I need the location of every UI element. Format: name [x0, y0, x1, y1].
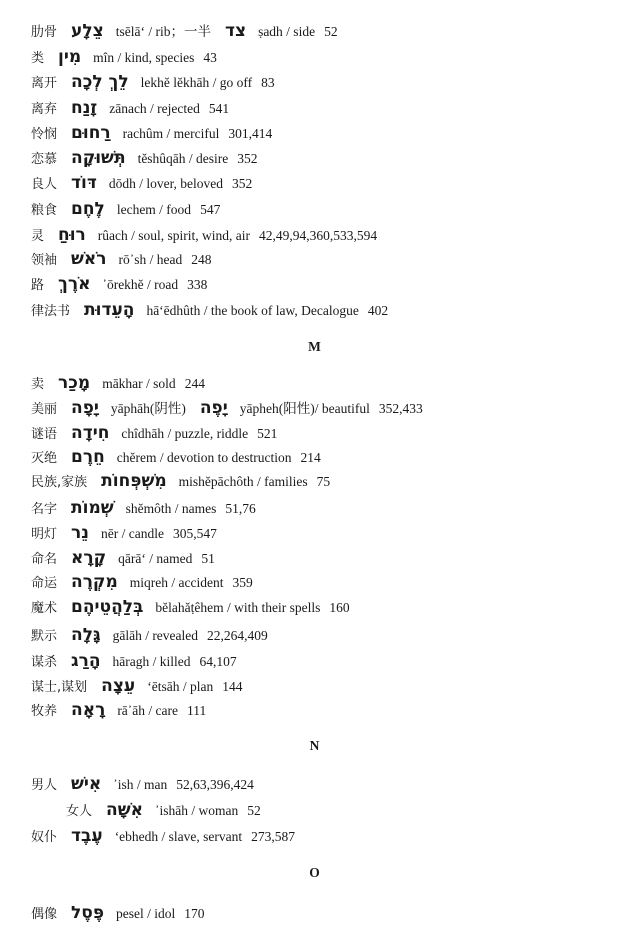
- chinese-term: 谋杀: [31, 655, 58, 670]
- hebrew-word: מִין: [58, 47, 82, 67]
- hebrew-word: זָנַח: [71, 98, 98, 118]
- transliteration-gloss: pesel / idol: [116, 906, 176, 921]
- chinese-term: 牧养: [31, 704, 58, 719]
- page-references: 402: [367, 303, 389, 318]
- chinese-term: 男人: [31, 778, 58, 793]
- transliteration-gloss-alt: yāpheh(阳性)/ beautiful: [239, 401, 370, 416]
- hebrew-word: לֵךְ לְכָה: [71, 72, 129, 92]
- transliteration-gloss: yāphāh(阴性): [110, 401, 186, 416]
- hebrew-word: הָעֵדוּת: [84, 300, 135, 320]
- transliteration-gloss: tsēlā‘ / rib；一半: [115, 24, 211, 39]
- page-references: 75: [316, 474, 331, 489]
- chinese-term: 良人: [31, 177, 58, 192]
- chinese-term: 谋士,谋划: [31, 680, 88, 695]
- transliteration-gloss: lekhĕ lĕkhāh / go off: [140, 75, 253, 90]
- page-references: 547: [200, 202, 221, 217]
- glossary-entry: [31, 499, 621, 517]
- transliteration-gloss: hāragh / killed: [112, 654, 191, 669]
- hebrew-word: בְּלַהֲטֵיהֶם: [71, 597, 144, 617]
- hebrew-word: מָכַר: [58, 373, 91, 393]
- hebrew-word-alt: צד: [224, 21, 247, 41]
- chinese-term: 离弃: [31, 102, 58, 117]
- hebrew-word: צֵלָע: [71, 21, 104, 41]
- transliteration-gloss: mishĕpāchôth / families: [178, 474, 308, 489]
- glossary-entry: [31, 250, 621, 268]
- transliteration-gloss: ‘ebhedh / slave, servant: [114, 829, 243, 844]
- page-references: 43: [203, 50, 217, 65]
- glossary-entry: [31, 374, 621, 392]
- chinese-term: 默示: [31, 629, 58, 644]
- hebrew-word: לֶחֶם: [71, 199, 105, 219]
- page-references: 338: [187, 277, 208, 292]
- transliteration-gloss: miqreh / accident: [129, 575, 224, 590]
- hebrew-word: קָרָא: [71, 548, 107, 568]
- chinese-term: 命名: [31, 552, 58, 567]
- glossary-entry: [31, 399, 621, 417]
- page-references: 352: [232, 176, 253, 191]
- glossary-entry: [31, 701, 621, 719]
- hebrew-word: עֶבֶד: [71, 826, 103, 846]
- glossary-entry: [31, 301, 621, 319]
- glossary-entry: [31, 775, 621, 793]
- hebrew-word: חֵרֶם: [71, 447, 105, 467]
- chinese-term: 恋慕: [31, 152, 58, 167]
- glossary-entry: [66, 801, 621, 819]
- glossary-entry: [31, 174, 621, 192]
- transliteration-gloss: mîn / kind, species: [93, 50, 195, 65]
- transliteration-gloss: zānach / rejected: [109, 101, 200, 116]
- hebrew-word: תְּשׁוּקָה: [71, 148, 126, 168]
- hebrew-word: מִקְרֶה: [71, 572, 118, 592]
- hebrew-word: שְׁמוֹת: [71, 498, 114, 518]
- hebrew-word: דּוֹד: [71, 173, 97, 193]
- hebrew-word: הָרַג: [71, 651, 101, 671]
- page-references: 521: [257, 426, 278, 441]
- page-references: 352,433: [378, 401, 423, 416]
- chinese-term: 美丽: [31, 402, 58, 417]
- glossary-entry: [31, 149, 621, 167]
- page-references: 144: [222, 679, 243, 694]
- glossary-entry: [31, 48, 621, 66]
- transliteration-gloss: ᾿ish / man: [113, 777, 168, 792]
- chinese-term: 女人: [66, 804, 93, 819]
- transliteration-gloss: chîdhāh / puzzle, riddle: [121, 426, 249, 441]
- glossary-entry: [31, 73, 621, 91]
- hebrew-word: יָפָה: [71, 398, 99, 418]
- glossary-entry: [31, 124, 621, 142]
- transliteration-gloss: shĕmôth / names: [125, 501, 217, 516]
- hebrew-word: רָאָה: [71, 700, 106, 720]
- glossary-entry: [31, 200, 621, 218]
- hebrew-word: אִשָּׁה: [106, 800, 143, 820]
- section-letter-heading: M: [308, 339, 321, 354]
- glossary-entry: [31, 448, 621, 466]
- glossary-entry: [31, 22, 621, 40]
- chinese-term: 灵: [31, 229, 45, 244]
- transliteration-gloss: gālāh / revealed: [112, 628, 199, 643]
- page-references: 301,414: [228, 126, 273, 141]
- glossary-entry: [31, 226, 621, 244]
- glossary-entry: [31, 573, 621, 591]
- page-references: 64,107: [199, 654, 237, 669]
- glossary-entry: [31, 904, 621, 922]
- hebrew-word: רַחוּם: [71, 123, 111, 143]
- glossary-entry: [31, 424, 621, 442]
- page-references: 541: [208, 101, 230, 116]
- page-references: 273,587: [251, 829, 296, 844]
- transliteration-gloss: chĕrem / devotion to destruction: [116, 450, 292, 465]
- page-references: 52: [324, 24, 338, 39]
- transliteration-gloss: ᾿ishāh / woman: [154, 803, 239, 818]
- hebrew-word: אֹרֶךְ: [58, 274, 91, 294]
- hebrew-word: נֵר: [71, 523, 89, 543]
- chinese-term: 粮食: [31, 203, 58, 218]
- hebrew-word: מִשְׁפְּחוֹת: [101, 471, 167, 491]
- chinese-term: 肋骨: [31, 25, 58, 40]
- transliteration-gloss: hā‘ēdhûth / the book of law, Decalogue: [146, 303, 359, 318]
- glossary-entry: [31, 275, 621, 293]
- page-references: 83: [261, 75, 275, 90]
- chinese-term: 偶像: [31, 907, 58, 922]
- page-references: 170: [184, 906, 205, 921]
- hebrew-word: גָּלָה: [71, 625, 101, 645]
- chinese-term: 明灯: [31, 527, 58, 542]
- transliteration-gloss: rûach / soul, spirit, wind, air: [97, 228, 250, 243]
- transliteration-gloss: tĕshûqāh / desire: [137, 151, 229, 166]
- page-references: 42,49,94,360,533,594: [259, 228, 378, 243]
- page-references: 51,76: [225, 501, 256, 516]
- hebrew-word: רוּחַ: [58, 225, 86, 245]
- chinese-term: 卖: [31, 377, 45, 392]
- glossary-entry: [31, 472, 621, 490]
- chinese-term: 律法书: [31, 304, 71, 319]
- chinese-term: 魔术: [31, 601, 58, 616]
- page-references: 160: [329, 600, 350, 615]
- chinese-term: 离开: [31, 76, 58, 91]
- page-references: 22,264,409: [207, 628, 268, 643]
- chinese-term: 怜悯: [31, 127, 58, 142]
- hebrew-word-alt: יָפֶה: [199, 398, 228, 418]
- chinese-term: 类: [31, 51, 45, 66]
- transliteration-gloss: lechem / food: [116, 202, 192, 217]
- transliteration-gloss: dōdh / lover, beloved: [108, 176, 224, 191]
- hebrew-word: אִישׁ: [71, 774, 102, 794]
- hebrew-word: פֶּסֶל: [71, 903, 105, 923]
- section-letter-heading: O: [309, 865, 320, 880]
- page-references: 359: [232, 575, 253, 590]
- transliteration-gloss: ᾿ōrekhĕ / road: [102, 277, 179, 292]
- transliteration-gloss: mākhar / sold: [102, 376, 176, 391]
- chinese-term: 谜语: [31, 427, 58, 442]
- chinese-term: 灭绝: [31, 451, 58, 466]
- glossary-entry: [31, 626, 621, 644]
- page-references: 111: [187, 703, 207, 718]
- transliteration-gloss: bĕlahăṭêhem / with their spells: [155, 600, 321, 615]
- transliteration-gloss-alt: ṣadh / side: [258, 24, 316, 39]
- chinese-term: 名字: [31, 502, 58, 517]
- page-references: 52,63,396,424: [176, 777, 254, 792]
- page-references: 244: [184, 376, 205, 391]
- transliteration-gloss: rō᾿sh / head: [118, 252, 183, 267]
- transliteration-gloss: rā᾿āh / care: [117, 703, 179, 718]
- transliteration-gloss: qārā‘ / named: [118, 551, 193, 566]
- section-letter-heading: N: [309, 738, 320, 753]
- page-references: 305,547: [172, 526, 217, 541]
- chinese-term: 领袖: [31, 253, 58, 268]
- glossary-entry: [31, 827, 621, 845]
- page-references: 248: [191, 252, 212, 267]
- transliteration-gloss: ‘ētsāh / plan: [147, 679, 214, 694]
- chinese-term: 民族,家族: [31, 475, 88, 490]
- chinese-term: 奴仆: [31, 830, 58, 845]
- page-references: 52: [247, 803, 261, 818]
- glossary-entry: [31, 677, 621, 695]
- page-references: 352: [237, 151, 258, 166]
- glossary-entry: [31, 598, 621, 616]
- hebrew-word: רֹאשׁ: [71, 249, 107, 269]
- glossary-entry: [31, 99, 621, 117]
- chinese-term: 命运: [31, 576, 58, 591]
- glossary-entry: [31, 524, 621, 542]
- glossary-entry: [31, 549, 621, 567]
- chinese-term: 路: [31, 278, 45, 293]
- page-references: 51: [201, 551, 215, 566]
- hebrew-word: חִידָה: [71, 423, 110, 443]
- transliteration-gloss: nēr / candle: [100, 526, 164, 541]
- page-references: 214: [300, 450, 321, 465]
- hebrew-word: עֵצָה: [101, 676, 136, 696]
- glossary-entry: [31, 652, 621, 670]
- transliteration-gloss: rachûm / merciful: [122, 126, 220, 141]
